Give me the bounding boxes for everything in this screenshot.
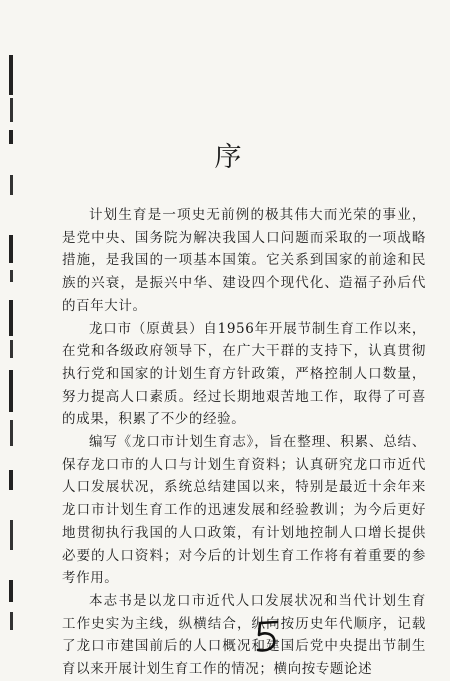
paragraph: 龙口市（原黄县）自1956年开展节制生育工作以来，在党和各级政府领导下，在广大干群的支持下，认真贯彻执行党和国家的计划生育方针政策，严格控制人口数量，努力提高人口素质。经过长期地艰苦地工作，取得了可喜的成果，积累了不少的经验。 xyxy=(62,320,426,428)
paragraph: 计划生育是一项史无前例的极其伟大而光荣的事业，是党中央、国务院为解决我国人口问题而采取的一项战略措施，是我国的一项基本国策。它关系到国家的前途和民族的兴衰，是振兴中华、建设四个现代化、造福子孙后代的百年大计。 xyxy=(62,207,426,314)
binding-edge-shadow xyxy=(0,0,22,657)
preface-body xyxy=(62,204,426,681)
paragraph: 本志书是以龙口市近代人口发展状况和当代计划生育工作史实为主线，纵横结合，纵向按历史年代顺序，记载了龙口市建国前后的人口概况和建国后党中央提出节制生育以来开展计划生育工作的情况；横向按专题论述 xyxy=(62,592,426,678)
handwritten-page-number xyxy=(250,618,290,657)
paragraph: 编写《龙口市计划生育志》，旨在整理、积累、总结、保存龙口市的人口与计划生育资料；认真研究龙口市近代人口发展状况，系统总结建国以来，特别是最近十余年来龙口市计划生育工作的迅速发展和经验教训；为今后更好地贯彻执行我国的人口政策，有计划地控制人口增长提供必要的人口资料；对今后的计划生育工作将有着重要的参考作用。 xyxy=(62,434,426,587)
page-title: 序 xyxy=(214,142,244,173)
